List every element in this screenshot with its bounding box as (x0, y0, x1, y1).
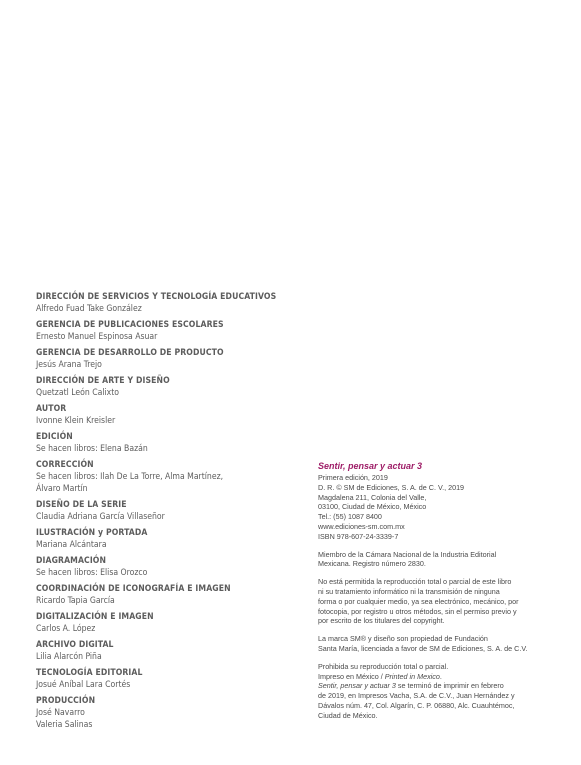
credit-entry (36, 291, 301, 315)
credit-role: DISEÑO DE LA SERIE (36, 500, 127, 510)
credit-role: DIRECCIÓN DE ARTE Y DISEÑO (36, 376, 170, 386)
imprint-line: 03100, Ciudad de México, México (318, 502, 427, 512)
credit-name: Mariana Alcántara (36, 540, 107, 550)
credit-name: Ernesto Manuel Espinosa Asuar (36, 332, 158, 342)
credit-entry (36, 555, 301, 579)
credit-name: Carlos A. López (36, 624, 96, 634)
rights-line: por escrito de los titulares del copyright. (318, 616, 445, 626)
credit-role: GERENCIA DE DESARROLLO DE PRODUCTO (36, 348, 224, 358)
rights-line: forma o por cualquier medio, ya sea electrónico, mecánico, por (318, 596, 519, 606)
member-line: Miembro de la Cámara Nacional de la Industria Editorial (318, 549, 497, 559)
imprint-line: D. R. © SM de Ediciones, S. A. de C. V., 2019 (318, 482, 465, 492)
credit-entry (36, 431, 301, 455)
book-title: Sentir, pensar y actuar 3 (318, 461, 423, 471)
credit-entry (36, 459, 301, 495)
credit-name: Claudia Adriana García Villaseñor (36, 512, 165, 522)
credit-entry (36, 375, 301, 399)
credit-entry (36, 639, 301, 663)
colophon-first-line (318, 681, 548, 691)
colophon-line: se terminó de imprimir en febrero (395, 681, 504, 691)
colophon (318, 681, 548, 720)
imprint-line: ISBN 978-607-24-3339-7 (318, 531, 399, 541)
credit-name: Se hacen libros: Elena Bazán (36, 444, 148, 454)
credit-entry (36, 403, 301, 427)
credit-entry (36, 583, 301, 607)
colophon-line: Dávalos núm. 47, Col. Algarín, C. P. 06880, Alc. Cuauhtémoc, (318, 700, 515, 710)
printed-in-line (318, 672, 548, 682)
imprint-line: www.ediciones-sm.com.mx (318, 521, 405, 531)
imprint-line: Primera edición, 2019 (318, 473, 388, 482)
chamber-membership (318, 550, 548, 570)
imprint-info (318, 473, 548, 542)
credit-entry (36, 347, 301, 371)
colophon-line: Ciudad de México. (318, 710, 378, 720)
credit-name: Ivonne Klein Kreisler (36, 416, 116, 426)
legal-block (318, 460, 548, 721)
credit-role: TECNOLOGÍA EDITORIAL (36, 668, 143, 678)
credit-entry (36, 499, 301, 523)
credit-name: Lilia Alarcón Piña (36, 652, 102, 662)
copyright-notice (318, 577, 548, 626)
credit-role: GERENCIA DE PUBLICACIONES ESCOLARES (36, 320, 224, 330)
credit-name: Jesús Arana Trejo (36, 360, 102, 370)
credit-role: COORDINACIÓN DE ICONOGRAFÍA E IMAGEN (36, 584, 231, 594)
trademark-line: Santa María, licenciada a favor de SM de Ediciones, S. A. de C.V. (318, 643, 528, 653)
credit-role: ILUSTRACIÓN y PORTADA (36, 528, 148, 538)
trademark-notice (318, 634, 548, 654)
credit-name: Valeria Salinas (36, 720, 93, 730)
printed-suffix: . (439, 671, 442, 681)
credit-name: José Navarro (36, 708, 85, 718)
prohibited-notice: Prohibida su reproducción total o parcial. (318, 661, 449, 671)
colophon-title: Sentir, pensar y actuar 3 (318, 681, 396, 691)
credit-name: Se hacen libros: Ilah De La Torre, Alma Martínez, (36, 472, 224, 482)
printing-info (318, 662, 548, 721)
credit-role: EDICIÓN (36, 432, 73, 442)
credits-list (36, 291, 301, 735)
printed-prefix: Impreso en México / (318, 671, 385, 681)
imprint-line: Magdalena 211, Colonia del Valle, (318, 492, 427, 502)
credit-role: DIGITALIZACIÓN E IMAGEN (36, 612, 154, 622)
colophon-line: de 2019, en Impresos Vacha, S.A. de C.V., Juan Hernández y (318, 691, 515, 701)
member-line: Mexicana. Registro número 2830. (318, 559, 426, 569)
credit-entry (36, 527, 301, 551)
credit-entry (36, 695, 301, 731)
trademark-line: La marca SM® y diseño son propiedad de Fundación (318, 634, 488, 644)
credit-role: ARCHIVO DIGITAL (36, 640, 114, 650)
printed-in: Printed in Mexico (384, 671, 440, 681)
credit-name: Ricardo Tapia García (36, 596, 115, 606)
credit-role: DIRECCIÓN DE SERVICIOS Y TECNOLOGÍA EDUCATIVOS (36, 292, 277, 302)
credit-name: Alfredo Fuad Take González (36, 304, 142, 314)
credit-name: Quetzatl León Calixto (36, 388, 119, 398)
credit-name: Se hacen libros: Elisa Orozco (36, 568, 148, 578)
credit-role: CORRECCIÓN (36, 460, 94, 470)
rights-line: fotocopia, por registro u otros métodos, sin el permiso previo y (318, 606, 517, 616)
credit-name: Álvaro Martín (36, 484, 88, 494)
credit-entry (36, 611, 301, 635)
credit-name: Josué Aníbal Lara Cortés (36, 680, 131, 690)
credit-role: AUTOR (36, 404, 67, 414)
credit-role: DIAGRAMACIÓN (36, 556, 107, 566)
imprint-line: Tel.: (55) 1087 8400 (318, 512, 382, 522)
rights-line: No está permitida la reproducción total o parcial de este libro (318, 577, 512, 587)
rights-line: ni su tratamiento informático ni la transmisión de ninguna (318, 586, 500, 596)
credit-entry (36, 319, 301, 343)
credit-entry (36, 667, 301, 691)
credit-role: PRODUCCIÓN (36, 696, 96, 706)
